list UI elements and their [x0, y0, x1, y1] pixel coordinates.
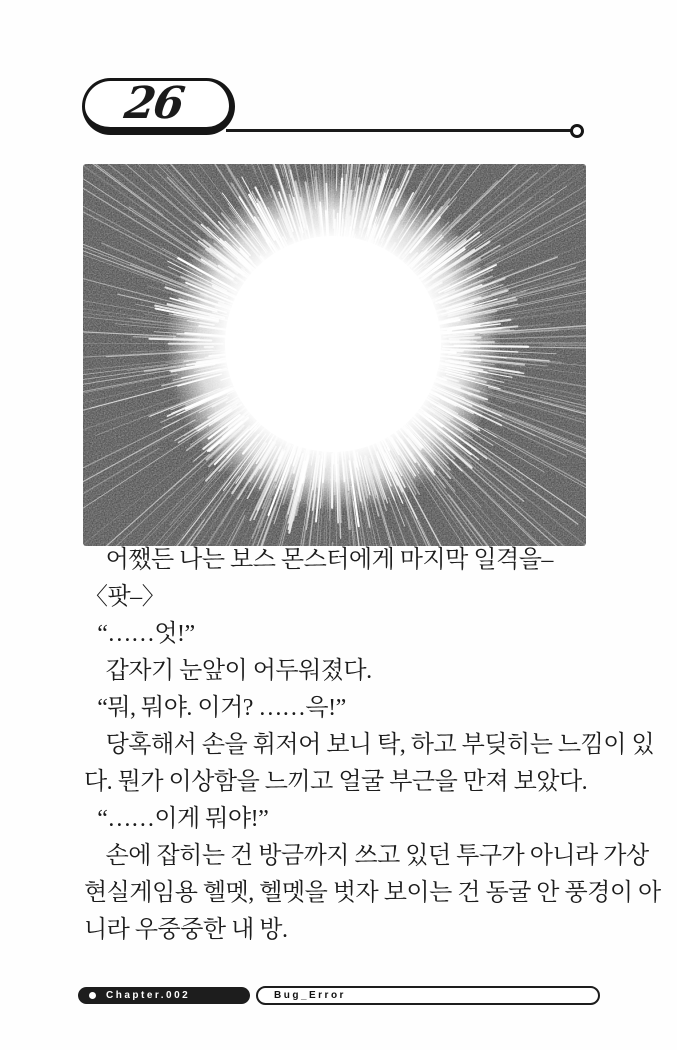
body-line: 니라 우중중한 내 방.	[84, 917, 288, 943]
body-line: 현실게임용 헬멧, 헬멧을 벗자 보이는 건 동굴 안 풍경이 아	[84, 880, 661, 906]
page-number-badge	[82, 78, 235, 135]
flash-core	[225, 236, 441, 452]
header-rule	[226, 129, 573, 132]
body-line: 〈팟–〉	[84, 584, 166, 610]
body-line: 손에 잡히는 건 방금까지 쓰고 있던 투구가 아니라 가상	[105, 843, 649, 869]
page-footer	[78, 986, 598, 1005]
chapter-badge	[78, 987, 250, 1004]
section-badge	[256, 986, 600, 1005]
body-line: “……엇!”	[97, 621, 195, 647]
bullet-icon	[89, 992, 96, 999]
body-line: “뭐, 뭐야. 이거? ……윽!”	[97, 695, 346, 721]
body-line: 당혹해서 손을 휘저어 보니 탁, 하고 부딪히는 느낌이 있	[105, 732, 655, 758]
body-text	[84, 542, 661, 949]
body-line: 갑자기 눈앞이 어두워졌다.	[105, 658, 372, 684]
body-line: “……이게 뭐야!”	[97, 806, 269, 832]
chapter-label: Chapter.002	[106, 990, 191, 1001]
page-number: 26	[121, 78, 187, 129]
header-rule-end-dot-icon	[570, 124, 584, 138]
body-line: 다. 뭔가 이상함을 느끼고 얼굴 부근을 만져 보았다.	[84, 769, 588, 795]
section-label: Bug_Error	[274, 990, 346, 1001]
illustration-starburst-flash	[83, 164, 586, 546]
body-line: 어쨌든 나는 보스 몬스터에게 마지막 일격을–	[105, 547, 553, 573]
